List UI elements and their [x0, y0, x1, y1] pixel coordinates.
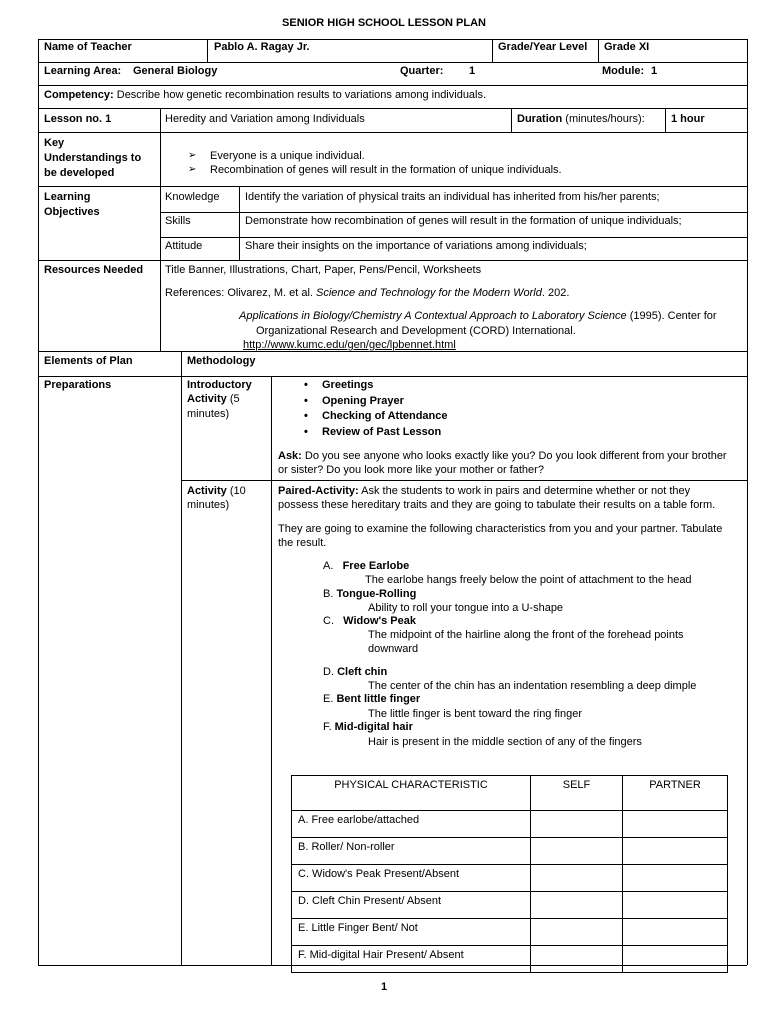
- table-cell: F. Mid-digital Hair Present/ Absent: [292, 946, 531, 973]
- trait-f-desc: Hair is present in the middle section of any of the fingers: [368, 736, 642, 748]
- document-title: SENIOR HIGH SCHOOL LESSON PLAN: [282, 17, 486, 29]
- intro-activity-time: minutes): [187, 408, 230, 420]
- table-cell: D. Cleft Chin Present/ Absent: [292, 892, 531, 919]
- arrow-bullet-icon: ➢: [188, 150, 197, 161]
- trait-b-desc: Ability to roll your tongue into a U-shape: [368, 602, 564, 614]
- module-label: Module:: [602, 65, 645, 77]
- self-cell[interactable]: [531, 946, 623, 973]
- competency-value: Describe how genetic recombination results to variations among individuals.: [116, 89, 487, 101]
- activity-time: minutes): [187, 499, 230, 511]
- grade-label: Grade/Year Level: [498, 41, 588, 53]
- bullet-icon: •: [304, 425, 308, 438]
- trait-a-desc: The earlobe hangs freely below the point of attachment to the head: [365, 574, 692, 586]
- knowledge-label: Knowledge: [165, 191, 220, 203]
- competency-line: [44, 88, 486, 102]
- learning-area-value: General Biology: [133, 65, 218, 77]
- trait-e: E. Bent little finger: [323, 693, 421, 705]
- trait-d: D. Cleft chin: [323, 666, 388, 678]
- bullet-icon: •: [304, 410, 308, 422]
- paired-activity-line-1: Paired-Activity: Ask the students to work in pairs and determine whether or not they: [278, 485, 691, 497]
- trait-e-desc: The little finger is bent toward the ring finger: [368, 708, 583, 720]
- partner-cell[interactable]: [623, 865, 728, 892]
- lesson-number: Lesson no. 1: [44, 113, 112, 125]
- ask-line-1: Ask: Do you see anyone who looks exactly like you? Do you look different from your brother: [278, 450, 727, 462]
- skills-objective: Demonstrate how recombination of genes will result in the formation of unique individuals;: [245, 215, 682, 227]
- self-cell[interactable]: [531, 811, 623, 838]
- intro-activity-list: [300, 378, 448, 440]
- duration-label: Duration: [517, 113, 563, 125]
- reference-1: References: Olivarez, M. et al. Science and Technology for the Modern World. 202.: [165, 287, 570, 299]
- module-value: 1: [651, 65, 658, 77]
- list-item: • Review of Past Lesson: [300, 425, 448, 441]
- arrow-bullet-icon: ➢: [188, 164, 197, 175]
- trait-a: A. Free Earlobe: [323, 560, 410, 572]
- reference-link[interactable]: http://www.kumc.edu/gen/gec/lpbennet.html: [243, 339, 456, 351]
- table-row: [292, 946, 728, 973]
- table-row: [292, 838, 728, 865]
- self-cell[interactable]: [531, 919, 623, 946]
- key-understandings-label-1: Key: [44, 137, 65, 149]
- trait-d-desc: The center of the chin has an indentation resembling a deep dimple: [368, 680, 697, 692]
- table-cell: C. Widow's Peak Present/Absent: [292, 865, 531, 892]
- trait-tally-table: [291, 775, 728, 973]
- bullet-icon: •: [304, 394, 308, 407]
- list-item: ➢ Everyone is a unique individual.: [188, 150, 365, 162]
- attitude-objective: Share their insights on the importance of variations among individuals;: [245, 240, 587, 252]
- resources-label: Resources Needed: [44, 264, 144, 276]
- table-cell: B. Roller/ Non-roller: [292, 838, 531, 865]
- intro-activity-label-2: Activity (5: [187, 393, 240, 405]
- partner-cell[interactable]: [623, 892, 728, 919]
- reference-2: Applications in Biology/Chemistry A Contextual Approach to Laboratory Science (1995). Center for: [239, 310, 717, 322]
- table-row: [292, 865, 728, 892]
- elements-of-plan-label: Elements of Plan: [44, 355, 133, 367]
- paired-activity-line-2: possess these hereditary traits and they are going to tabulate their results on a table form.: [278, 499, 716, 511]
- intro-activity-label-1: Introductory: [187, 379, 252, 391]
- table-row: [292, 811, 728, 838]
- objectives-label-1: Learning: [44, 191, 91, 203]
- self-cell[interactable]: [531, 838, 623, 865]
- key-understandings-list: [188, 149, 562, 177]
- bullet-icon: •: [304, 379, 308, 391]
- lesson-title: Heredity and Variation among Individuals: [165, 113, 365, 125]
- duration-unit: (minutes/hours):: [565, 113, 645, 125]
- duration-value: 1 hour: [671, 113, 705, 125]
- trait-f: F. Mid-digital hair: [323, 721, 413, 733]
- skills-label: Skills: [165, 215, 191, 227]
- trait-c-desc-2: downward: [368, 643, 419, 655]
- duration-line: [517, 112, 645, 126]
- attitude-label: Attitude: [165, 240, 203, 252]
- column-header: SELF: [531, 776, 623, 811]
- quarter-label: Quarter:: [400, 65, 444, 77]
- teacher-label: Name of Teacher: [44, 41, 132, 53]
- grade-value: Grade XI: [604, 41, 650, 53]
- key-understandings-label-2: Understandings to: [44, 152, 142, 164]
- partner-cell[interactable]: [623, 919, 728, 946]
- list-item: • Opening Prayer: [300, 394, 448, 410]
- reference-2-continued: Organizational Research and Development (CORD) International.: [256, 325, 576, 337]
- quarter-value: 1: [469, 65, 476, 77]
- table-row: [292, 892, 728, 919]
- list-item: • Checking of Attendance: [300, 409, 448, 425]
- trait-b: B. Tongue-Rolling: [323, 588, 417, 600]
- self-cell[interactable]: [531, 892, 623, 919]
- table-header-row: [292, 776, 728, 811]
- page-number: 1: [380, 981, 388, 993]
- preparations-label: Preparations: [44, 379, 112, 391]
- table-row: [292, 919, 728, 946]
- competency-label: Competency:: [44, 89, 114, 101]
- examine-line-1: They are going to examine the following characteristics from you and your partner. Tabulate: [278, 523, 723, 535]
- learning-area-label: Learning Area:: [44, 65, 122, 77]
- knowledge-objective: Identify the variation of physical traits an individual has inherited from his/her parents;: [245, 191, 660, 203]
- paired-activity-label: Paired-Activity:: [278, 485, 359, 497]
- partner-cell[interactable]: [623, 838, 728, 865]
- resources-materials: Title Banner, Illustrations, Chart, Paper, Pens/Pencil, Worksheets: [165, 264, 482, 276]
- ask-label: Ask:: [278, 450, 302, 462]
- column-header: PHYSICAL CHARACTERISTIC: [292, 776, 531, 811]
- trait-c: C. Widow's Peak: [323, 615, 416, 627]
- table-cell: E. Little Finger Bent/ Not: [292, 919, 531, 946]
- trait-c-desc: The midpoint of the hairline along the front of the forehead points: [368, 629, 684, 641]
- objectives-label-2: Objectives: [44, 206, 100, 218]
- self-cell[interactable]: [531, 865, 623, 892]
- teacher-name: Pablo A. Ragay Jr.: [214, 41, 310, 53]
- ask-line-2: or sister? Do you look more like your mother or father?: [278, 464, 544, 476]
- table-cell: A. Free earlobe/attached: [292, 811, 531, 838]
- methodology-label: Methodology: [187, 355, 256, 367]
- partner-cell[interactable]: [623, 946, 728, 973]
- partner-cell[interactable]: [623, 811, 728, 838]
- column-header: PARTNER: [623, 776, 728, 811]
- examine-line-2: the result.: [278, 537, 327, 549]
- activity-label: Activity (10: [187, 485, 246, 497]
- list-item: ➢ Recombination of genes will result in the formation of unique individuals.: [188, 164, 562, 176]
- key-understandings-label-3: be developed: [44, 167, 115, 179]
- list-item: • Greetings: [300, 378, 448, 394]
